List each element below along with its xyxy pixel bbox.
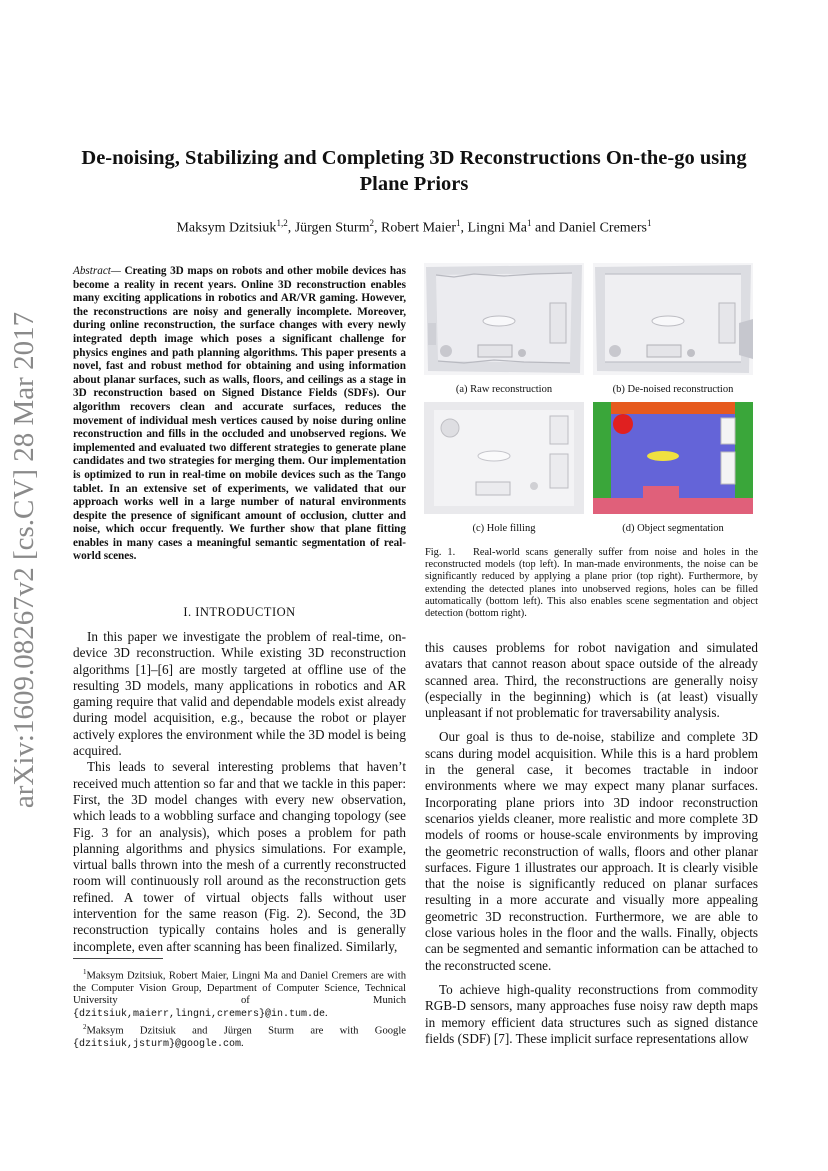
figure-panel-denoised-reconstruction (593, 263, 753, 375)
segment-wall-left (593, 402, 611, 514)
body-paragraph: Our goal is thus to de-noise, stabilize and complete 3D scans during model acquisition. While this is a hard problem in the general case, it becomes tractable in indoor environments where we may expect many planar surfaces. Incorporating plane priors into 3D indoor reconstruction scenarios yields cleaner, more realistic and more complete 3D models of rooms or house-scale environments by improving the geometric reconstruction of walls, floors and other planar surfaces. Figure 1 illustrates our approach. It is clearly visible that the noise is significantly reduced on planar surfaces resulting in a more accurate and visually more appealing geometric 3D reconstruction. Furthermore, we are able to close various holes in the floor and the walls. Finally, objects can be segmented and semantic information can be attached to the reconstructed scene. (425, 729, 758, 973)
segment-object-pink (643, 486, 679, 498)
author-conjunction: and (535, 220, 556, 236)
segment-object-red (613, 414, 633, 434)
footnote-end: . (241, 1038, 244, 1050)
footnote-text: Maksym Dzitsiuk, Robert Maier, Lingni Ma and Daniel Cremers are with the Computer Vision Group, Department of Computer Science, Technical University of Munich (73, 970, 406, 1007)
footnote-mark: 1 (83, 968, 87, 976)
left-column-body (73, 629, 406, 955)
body-paragraph: In this paper we investigate the problem of real-time, on-device 3D reconstruction. While existing 3D reconstruction algorithms [1]–[6] are mostly targeted at offline use of the resulting 3D models, many applications in robotics and AR gaming require that valid and dependable models exist already during model acquisition, e.g., because the robot or player actively explores the environment while the 3D model is being acquired. (73, 629, 406, 759)
footnote-email: {dzitsiuk,jsturm}@google.com (73, 1039, 242, 1051)
figure-panel-hole-filling (424, 402, 584, 514)
abstract-lead: Abstract— (73, 265, 121, 277)
section-heading: I. INTRODUCTION (183, 605, 296, 619)
segment-wall-bottom (593, 498, 753, 514)
affiliation-mark: 2 (369, 218, 374, 228)
footnote-email: {dzitsiuk,maierr,lingni,cremers}@in.tum.de (73, 1008, 326, 1020)
segment-wall-right (735, 402, 753, 514)
abstract (73, 265, 406, 564)
figure-subcaption-b: (b) De-noised reconstruction (612, 384, 734, 395)
figure-subcaption-c: (c) Hole filling (472, 523, 536, 534)
segment-object-yellow (647, 451, 679, 461)
body-paragraph: This leads to several interesting problems that haven’t received much attention so far and that we tackle in this paper: First, the 3D model changes with every new observation, which leads to a wobbling surface and changing topology (see Fig. 3 for an analysis), which poses a problem for path planning algorithms and physics simulations. For example, virtual balls thrown into the mesh of a currently reconstructed room will continuously roll around as the reconstruction gets refined. A tower of virtual objects falls without user intervention for the same reason (Fig. 2). Second, the 3D reconstruction typically contains holes and is generally incomplete, even after scanning has been finalized. Similarly, (73, 759, 406, 954)
footnote-end: . (325, 1007, 328, 1019)
body-paragraph: To achieve high-quality reconstructions from commodity RGB-D sensors, many approaches fuse noisy raw depth maps in memory efficient data structures such as signed distance fields (SDF) [7]. These implicit surface representations allow (425, 981, 758, 1046)
footnote-text: Maksym Dzitsiuk and Jürgen Sturm are with Google (86, 1025, 406, 1037)
footnote-rule (73, 958, 163, 959)
body-paragraph: this causes problems for robot navigation and simulated avatars that cannot reason about space outside of the already scanned area. Third, the reconstructions are generally noisy (especially in the beginning) which is (at least) visually unpleasant if not problematic for traversability analysis. (425, 640, 758, 721)
footnotes (73, 966, 406, 1052)
figure-caption-text: Real-world scans generally suffer from noise and holes in the reconstructed models (top left). In man-made environments, the noise can be significantly reduced by applying a plane prior (top right). Furthermore, by extending the detected planes into unobserved regions, holes can be filled automatically (bottom left). This also enables scene segmentation and object detection (bottom right). (425, 547, 758, 620)
author-name: Daniel Cremers (558, 220, 647, 236)
right-column-body (425, 640, 758, 1047)
footnote-1 (73, 966, 406, 1021)
affiliation-mark: 1 (647, 218, 652, 228)
figure-panel-object-segmentation (593, 402, 753, 514)
figure-caption (425, 547, 758, 620)
figure-caption-label: Fig. 1. (425, 547, 456, 558)
figure-subcaption-a: (a) Raw reconstruction (455, 384, 553, 395)
author-name: Lingni Ma (467, 220, 528, 236)
affiliation-mark: 1,2 (276, 218, 288, 228)
author-name: Jürgen Sturm (294, 220, 370, 236)
paper-title: De-noising, Stabilizing and Completing 3D Reconstructions On-the-go using Plane Priors (81, 147, 747, 195)
author-name: Robert Maier (381, 220, 457, 236)
figure-panel-raw-reconstruction (424, 263, 584, 375)
author-list: Maksym Dzitsiuk$^{1,2}$, Jürgen Sturm$^2$, Robert Maier$^1$, Lingni Ma$^1$ and Daniel Cremers$^1$ (176, 218, 652, 236)
footnote-mark: 2 (83, 1023, 87, 1032)
arxiv-identifier-stamp: arXiv:1609.08267v2 [cs.CV] 28 Mar 2017 (8, 311, 40, 809)
author-name: Maksym Dzitsiuk (176, 220, 277, 236)
affiliation-mark: 1 (456, 218, 461, 228)
figure-subcaption-d: (d) Object segmentation (622, 523, 724, 534)
affiliation-mark: 1 (527, 218, 532, 228)
footnote-2 (73, 1021, 406, 1051)
abstract-text: Creating 3D maps on robots and other mobile devices has become a reality in recent years. Online 3D reconstruction enables many exciting applications in robotics and AR/VR gaming. However, the reconstructions are noisy and generally incomplete. Moreover, during online reconstruction, the surface changes with every newly integrated depth image which poses a significant challenge for physics engines and path planning algorithms. This paper presents a novel, fast and robust method for obtaining and using information about planar surfaces, such as walls, floors, and ceilings as a stage in 3D reconstruction based on Signed Distance Fields (SDFs). Our algorithm recovers clean and accurate surfaces, reduces the movement of individual mesh vertices caused by noise during online reconstruction and fills in the occluded and unobserved regions. We implemented and evaluated two different strategies to generate plane candidates and two strategies for merging them. Our implementation is optimized to run in real-time on mobile devices such as the Tango tablet. In an extensive set of experiments, we validated that our approach works well in a large number of natural environments despite the presence of significant amount of occlusion, clutter and noise, which occur frequently. We further show that plane fitting enables in many cases a meaningful semantic segmentation of real-world scenes. (73, 265, 407, 563)
